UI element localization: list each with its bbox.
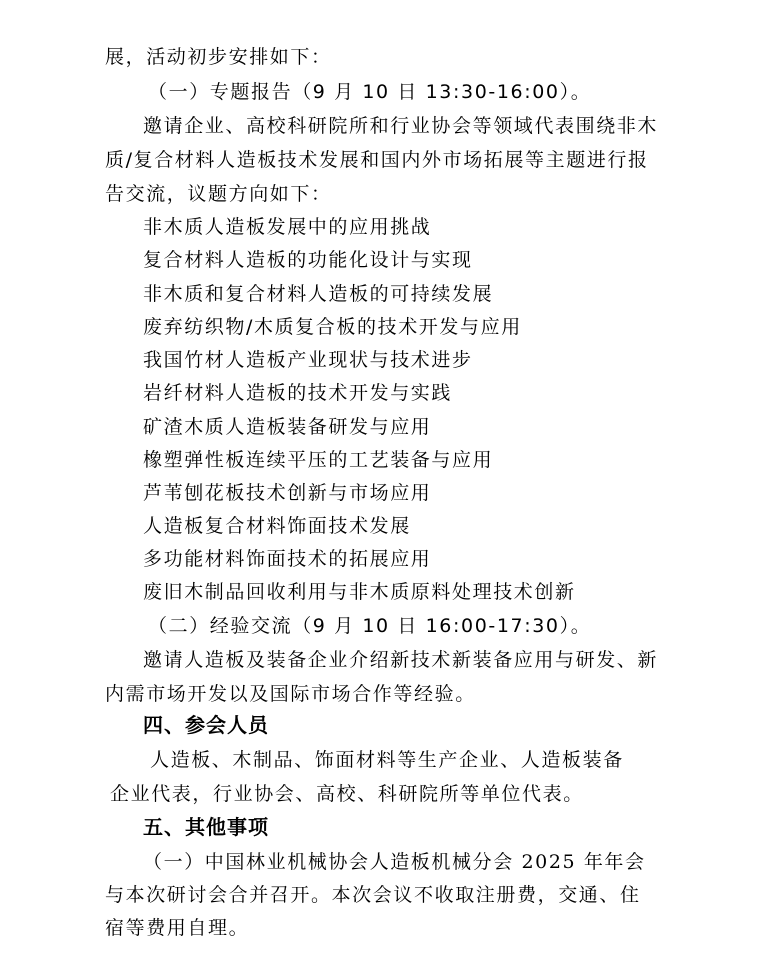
exchange-desc-line: 内需市场开发以及国际市场合作等经验。 bbox=[105, 683, 476, 705]
other-line: （一）中国林业机械协会人造板机械分会 2025 年年会 bbox=[143, 851, 646, 873]
topic-item: 岩纤材料人造板的技术开发与实践 bbox=[143, 382, 453, 404]
topic-item: 我国竹材人造板产业现状与技术进步 bbox=[143, 349, 473, 371]
attendees-line: 人造板、木制品、饰面材料等生产企业、人造板装备 bbox=[150, 749, 624, 771]
other-line: 与本次研讨会合并召开。本次会议不收取注册费，交通、住 bbox=[105, 884, 641, 906]
topic-item: 复合材料人造板的功能化设计与实现 bbox=[143, 249, 473, 271]
topic-item: 废旧木制品回收利用与非木质原料处理技术创新 bbox=[143, 581, 576, 603]
talks-desc-line: 告交流，议题方向如下： bbox=[105, 183, 332, 205]
topic-item: 人造板复合材料饰面技术发展 bbox=[143, 515, 411, 537]
exchange-section-title: （二）经验交流（9 月 10 日 16:00-17:30）。 bbox=[148, 615, 592, 637]
topic-item: 非木质人造板发展中的应用挑战 bbox=[143, 216, 432, 238]
exchange-desc-line: 邀请人造板及装备企业介绍新技术新装备应用与研发、新 bbox=[143, 649, 659, 671]
topic-item: 废弃纺织物/木质复合板的技术开发与应用 bbox=[143, 316, 522, 338]
talks-desc-line: 质/复合材料人造板技术发展和国内外市场拓展等主题进行报 bbox=[105, 149, 649, 171]
topic-item: 非木质和复合材料人造板的可持续发展 bbox=[143, 283, 494, 305]
talks-section-title: （一）专题报告（9 月 10 日 13:30-16:00）。 bbox=[148, 81, 592, 103]
topic-item: 矿渣木质人造板装备研发与应用 bbox=[143, 416, 432, 438]
other-line: 宿等费用自理。 bbox=[105, 917, 250, 939]
intro-tail-line: 展，活动初步安排如下： bbox=[105, 46, 332, 68]
attendees-line: 企业代表，行业协会、高校、科研院所等单位代表。 bbox=[110, 783, 584, 805]
topic-item: 橡塑弹性板连续平压的工艺装备与应用 bbox=[143, 449, 494, 471]
topic-item: 多功能材料饰面技术的拓展应用 bbox=[143, 548, 432, 570]
talks-desc-line: 邀请企业、高校科研院所和行业协会等领域代表围绕非木 bbox=[143, 115, 659, 137]
other-heading: 五、其他事项 bbox=[143, 815, 269, 839]
topic-item: 芦苇刨花板技术创新与市场应用 bbox=[143, 482, 432, 504]
attendees-heading: 四、参会人员 bbox=[143, 713, 269, 737]
